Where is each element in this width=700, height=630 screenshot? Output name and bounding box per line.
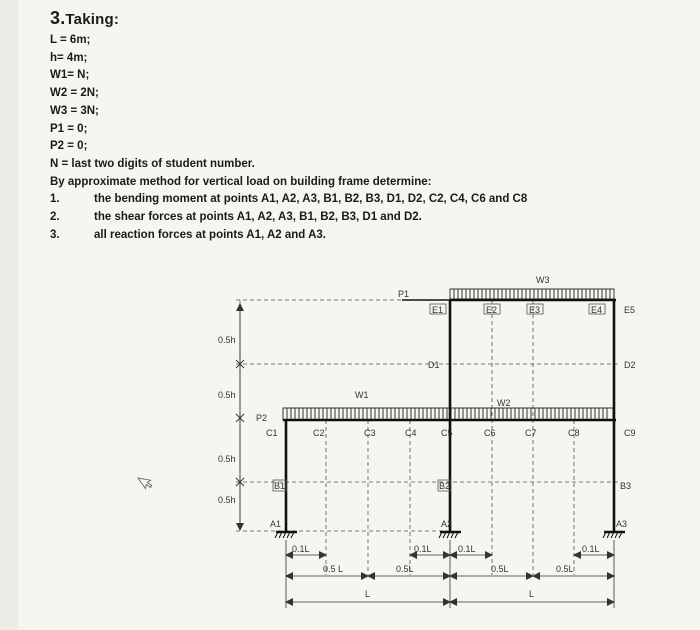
given-line: W1= N; — [50, 69, 90, 82]
problem-heading-word: Taking: — [65, 11, 120, 28]
height-label: 0.5h — [218, 390, 236, 400]
point-label-e4: E4 — [591, 305, 603, 315]
point-label-c9: C9 — [624, 428, 636, 438]
dim-label-mid: 0.5L — [396, 564, 414, 574]
point-label-c4: C4 — [405, 428, 417, 438]
task-number: 3. — [50, 228, 60, 241]
dim-label-span: L — [529, 589, 535, 599]
load-label-w2: W2 — [497, 398, 511, 408]
load-label-p2: P2 — [256, 413, 268, 423]
point-label-e3: E3 — [529, 305, 541, 315]
point-label-c6: C6 — [484, 428, 496, 438]
dim-label-mid: 0.5L — [556, 564, 574, 574]
height-label: 0.5h — [218, 335, 236, 345]
given-line: P1 = 0; — [50, 122, 88, 135]
distributed-loads — [283, 289, 614, 420]
intro-line: By approximate method for vertical load on building frame determine: — [50, 175, 432, 188]
point-label-d2: D2 — [624, 360, 636, 370]
point-label-d1: D1 — [428, 360, 440, 370]
task-number: 2. — [50, 211, 60, 224]
point-label-c8: C8 — [568, 428, 580, 438]
dim-label-small: 0.1L — [292, 544, 310, 554]
task-text: the shear forces at points A1, A2, A3, B1, B2, B3, D1 and D2. — [94, 211, 422, 224]
task-text: all reaction forces at points A1, A2 and A3. — [94, 228, 326, 241]
load-label-w1: W1 — [355, 390, 369, 400]
given-line: P2 = 0; — [50, 140, 88, 153]
fixed-supports — [275, 532, 625, 538]
support-label-a3: A3 — [616, 519, 628, 529]
point-label-c5: C5 — [441, 428, 453, 438]
load-label-p1: P1 — [398, 289, 410, 299]
mouse-cursor-icon — [138, 473, 154, 490]
given-line: L = 6m; — [50, 34, 91, 46]
frame-members — [283, 300, 616, 531]
load-label-w3: W3 — [536, 275, 550, 285]
given-line: W2 = 2N; — [50, 87, 99, 100]
point-label-e5: E5 — [624, 305, 636, 315]
point-label-b1: B1 — [274, 481, 286, 491]
problem-number: 3. — [50, 8, 66, 28]
point-label-c7: C7 — [525, 428, 537, 438]
point-label-b2: B2 — [439, 481, 451, 491]
point-label-b3: B3 — [620, 481, 632, 491]
point-label-e1: E1 — [432, 305, 444, 315]
height-label: 0.5h — [218, 495, 236, 505]
height-label: 0.5h — [218, 454, 236, 464]
given-line: h= 4m; — [50, 51, 88, 64]
point-label-e2: E2 — [486, 305, 498, 315]
dim-label-span: L — [365, 589, 371, 599]
support-label-a2: A2 — [441, 519, 453, 529]
dim-label-small: 0.1L — [458, 544, 476, 554]
given-line: W3 = 3N; — [50, 104, 99, 117]
given-line: N = last two digits of student number. — [50, 157, 255, 170]
dim-label-small: 0.1L — [414, 544, 432, 554]
dim-label-mid: 0.5 L — [323, 564, 344, 574]
dim-label-small: 0.1L — [582, 544, 600, 554]
point-label-c2: C2 — [313, 428, 325, 438]
task-number: 1. — [50, 193, 60, 206]
point-label-c1: C1 — [266, 428, 278, 438]
height-dimensions — [236, 304, 244, 530]
task-text: the bending moment at points A1, A2, A3, B1, B2, B3, D1, D2, C2, C4, C6 and C8 — [94, 193, 528, 206]
dim-label-mid: 0.5L — [491, 564, 509, 574]
node-boxes — [273, 304, 605, 491]
support-label-a1: A1 — [270, 519, 282, 529]
point-label-c3: C3 — [364, 428, 376, 438]
span-dimensions — [286, 540, 614, 608]
